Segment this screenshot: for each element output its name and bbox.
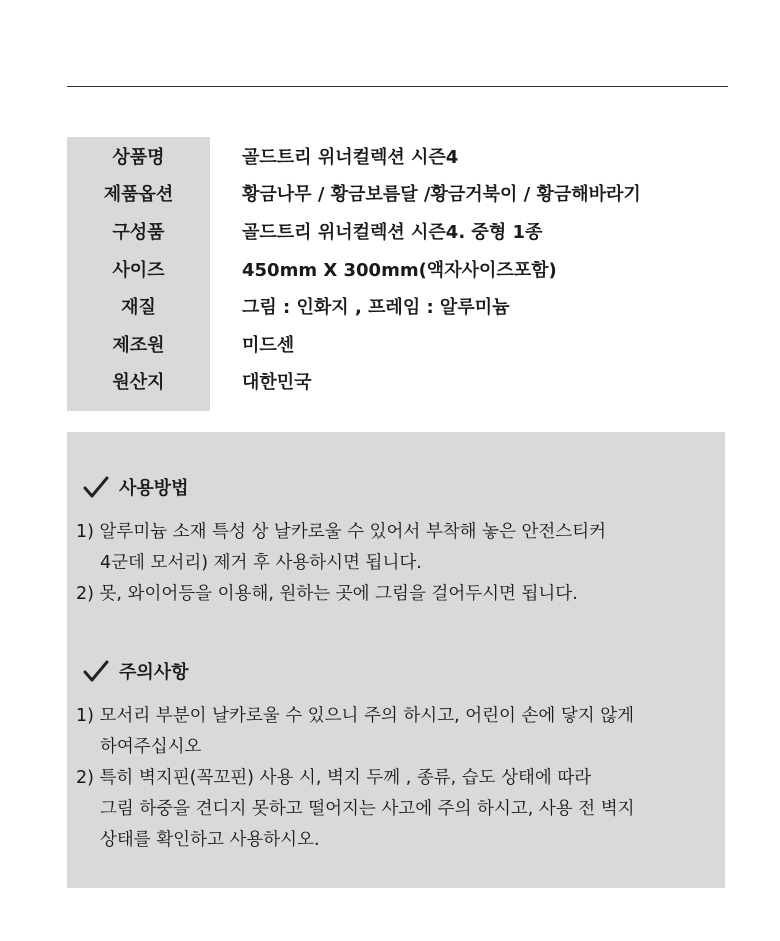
spec-row <box>67 137 728 175</box>
guide-box <box>67 432 725 888</box>
spec-row <box>67 287 728 325</box>
spec-value: 대한민국 <box>242 372 312 394</box>
spec-row <box>67 363 728 401</box>
caution-line: 2) 특히 벽지핀(꼭꼬핀) 사용 시, 벽지 두께 , 종류, 습도 상태에 따라 <box>76 768 592 788</box>
spec-row <box>67 250 728 288</box>
spec-label: 제조원 <box>112 334 165 356</box>
caution-line: 하여주십시오 <box>100 737 202 757</box>
usage-heading <box>83 474 189 500</box>
spec-table <box>67 137 728 400</box>
spec-value: 골드트리 위너컬렉션 시즌4. 중형 1종 <box>242 221 543 243</box>
caution-text <box>76 701 721 856</box>
spec-value: 450mm X 300mm(액자사이즈포함) <box>242 259 557 281</box>
caution-line: 상태를 확인하고 사용하시오. <box>100 830 320 850</box>
spec-label: 원산지 <box>112 372 165 394</box>
caution-line: 1) 모서리 부분이 날카로울 수 있으니 주의 하시고, 어린이 손에 닿지 않게 <box>76 706 635 726</box>
spec-value: 그림 : 인화지 , 프레임 : 알루미늄 <box>242 297 510 319</box>
spec-value: 미드센 <box>242 334 295 356</box>
cropped-text-fragment <box>110 0 670 2</box>
spec-row <box>67 175 728 213</box>
spec-value: 황금나무 / 황금보름달 /황금거북이 / 황금해바라기 <box>242 184 641 206</box>
usage-title: 사용방법 <box>119 478 189 499</box>
spec-row <box>67 212 728 250</box>
spec-value: 골드트리 위너컬렉션 시즌4 <box>242 146 459 168</box>
usage-line: 4군데 모서리) 제거 후 사용하시면 됩니다. <box>100 553 422 573</box>
spec-label: 재질 <box>121 297 156 319</box>
spec-label: 구성품 <box>112 221 165 243</box>
usage-text <box>76 517 721 610</box>
spec-label: 제품옵션 <box>103 184 174 206</box>
usage-line: 2) 못, 와이어등을 이용해, 원하는 곳에 그림을 걸어두시면 됩니다. <box>76 584 578 604</box>
check-icon <box>83 659 109 683</box>
usage-line: 1) 알루미늄 소재 특성 상 날카로울 수 있어서 부착해 놓은 안전스티커 <box>76 522 607 542</box>
caution-title: 주의사항 <box>119 662 189 683</box>
caution-heading <box>83 658 189 684</box>
spec-label: 상품명 <box>112 146 165 168</box>
divider <box>67 86 728 87</box>
check-icon <box>83 475 109 499</box>
caution-line: 그림 하중을 견디지 못하고 떨어지는 사고에 주의 하시고, 사용 전 벽지 <box>100 799 635 819</box>
spec-label: 사이즈 <box>112 259 165 281</box>
spec-row <box>67 325 728 363</box>
